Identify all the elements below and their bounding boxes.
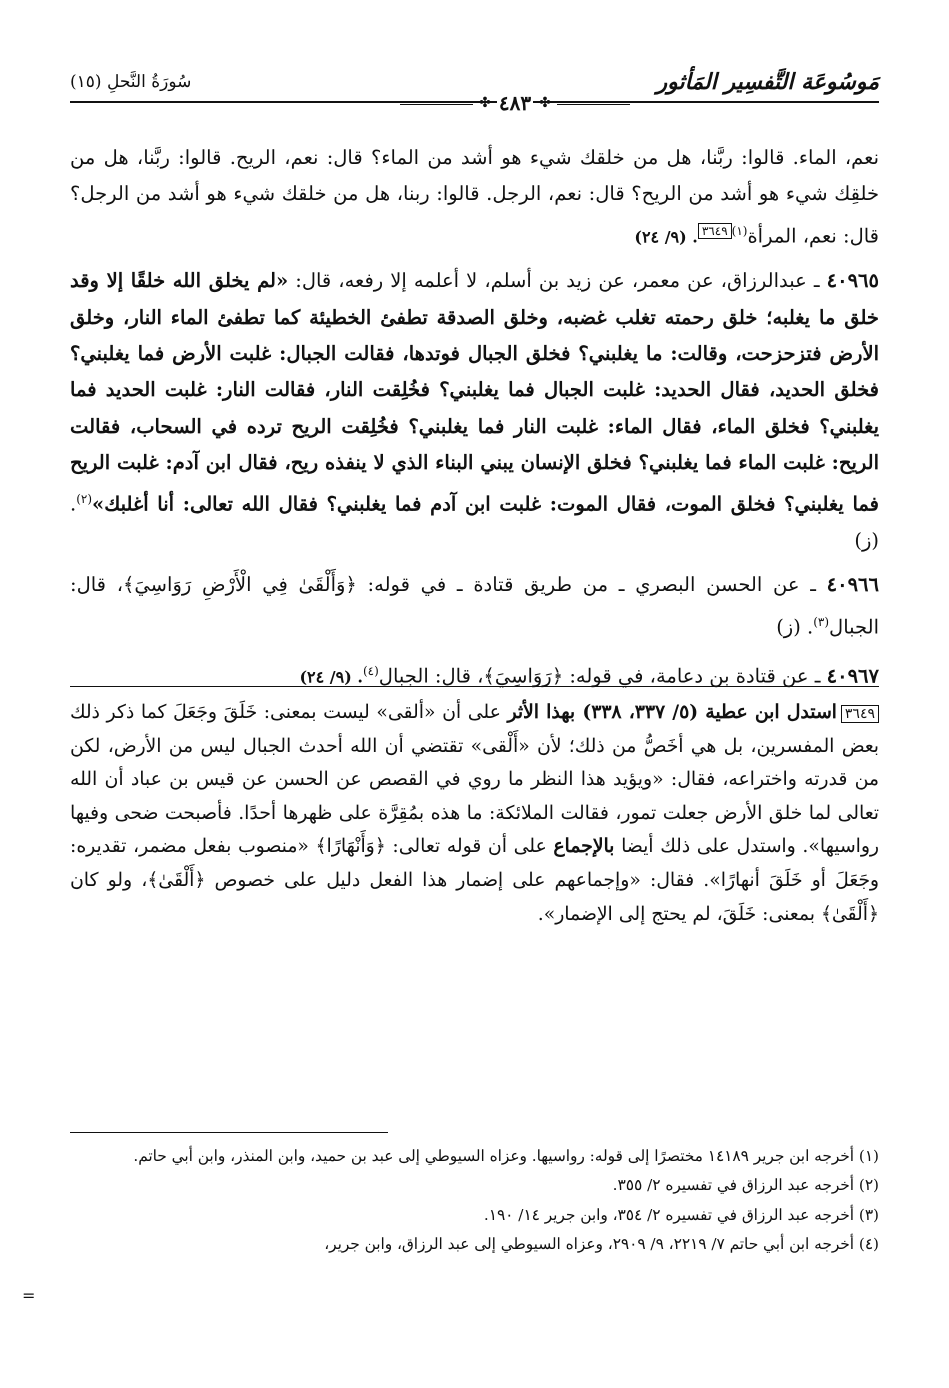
note-paragraph bbox=[70, 696, 879, 931]
note-ref-box[interactable]: ٣٦٤٩ bbox=[698, 223, 732, 239]
footnote-ref[interactable]: (٣) bbox=[813, 614, 830, 629]
page-number: ٤٨٣ bbox=[498, 91, 532, 115]
hadith-end: . (ز) bbox=[776, 615, 814, 639]
volume-ref: . (٩/ ٢٤) bbox=[299, 667, 363, 687]
commentary-note bbox=[70, 696, 879, 931]
note-text: على أن «ألقى» ليست بمعنى: خَلَقَ وجَعَلَ كما ذكر ذلك بعض المفسرين، بل هي أخَصُّ من ذلك؛ لأن «أَلْقى» تقتضي أن الله أحدث الجبال ليس من الأرض، لكن من قدرته واختراعه، فقال: «ويؤيد هذا النظر ما روي في القصص عن الحسن عن قيس بن عباد أن الله تعالى لما خلق الأرض جعلت تمور، فقالت الملائكة: ما هذه بمُقِرَّة على ظهرها أحدًا. فأصبحت ضحى وفيها رواسيها». واستدل على ذلك أيضا bbox=[70, 702, 879, 858]
ornament-line bbox=[400, 102, 473, 105]
note-lead: استدل ابن عطية (٥/ ٣٣٧، ٣٣٨) بهذا الأثر bbox=[507, 701, 837, 723]
footnote-ref[interactable]: (٢) bbox=[76, 492, 93, 507]
hadith-number: ٤٠٩٦٥ bbox=[826, 269, 879, 293]
hadith-number: ٤٠٩٦٦ bbox=[826, 573, 879, 597]
hadith-entry bbox=[70, 653, 879, 696]
paragraph-text: نعم، الماء. قالوا: ربَّنا، هل من خلقك شيء هو أشد من الماء؟ قال: نعم، الريح. قالوا: ربَّنا، هل من خلقِك شيء هو أشد من الريح؟ قال: نعم، الرجل. قالوا: ربنا، هل من خلقك شيء هو أشد من الرجل؟ قال: نعم، المرأة bbox=[70, 146, 879, 248]
footnote: (٤) أخرجه ابن أبي حاتم ٧/ ٢٢١٩، ٩/ ٢٩٠٩، وعزاه السيوطي إلى عبد الرزاق، وابن جرير، bbox=[324, 1234, 879, 1253]
note-text-2: على أن قوله تعالى: ﴿وَأَنْهَارًا﴾ «منصوب بفعل مضمر، تقديره: وجَعَلَ أو خَلَقَ أنهارًا». فقال: «وإجماعهم على إضمار هذا الفعل دليل على خصوص ﴿أَلْقَىٰ﴾، ولو كان ﴿أَلْقَىٰ﴾ بمعنى: خَلَقَ، لم يحتج إلى الإضمار». bbox=[70, 836, 879, 925]
footnote-ref[interactable]: (١) bbox=[731, 223, 748, 238]
footnote: (٢) أخرجه عبد الرزاق في تفسيره ٢/ ٣٥٥. bbox=[612, 1176, 879, 1195]
hadith-entry bbox=[70, 263, 879, 559]
hadith-text: «لم يخلق الله خلقًا إلا وقد خلق ما يغلبه؛ خلق رحمته تغلب غضبه، وخلق الصدقة تطفئ الخطيئة كما تطفئ الماء النار، وخلق الأرض فتزحزحت، وقالت: ما يغلبني؟ فخلق الجبال فوتدها، فقالت الجبال: غلبت الأرض فما يغلبني؟ فخلق الحديد، فقال الحديد: غلبت الجبال فما يغلبني؟ فخُلِقت النار، فقالت النار: غلبت الحديد فما يغلبني؟ فخلق الماء، فقال الماء: غلبت النار فما يغلبني؟ فخُلِقت الريح ترده في السحاب، فقالت الريح: غلبت الماء فما يغلبني؟ فخلق الإنسان يبني البناء الذي لا ينفذه ريح، فقال ابن آدم: غلبت الريح فما يغلبني؟ فخلق الموت، فقال الموت: غلبت ابن آدم فما يغلبني؟ فقال الله تعالى: أنا أغلبك» bbox=[70, 269, 879, 516]
continuation-mark: = bbox=[22, 1286, 36, 1305]
ornament-line bbox=[557, 102, 630, 105]
volume-ref: . (٩/ ٢٤) bbox=[634, 227, 698, 247]
ornament-icon: ✤ bbox=[539, 95, 551, 111]
hadith-end: . (ز) bbox=[70, 492, 879, 552]
note-number-box: ٣٦٤٩ bbox=[841, 705, 879, 723]
footnote-ref[interactable]: (٤) bbox=[362, 664, 379, 679]
footnotes bbox=[70, 1142, 879, 1259]
hadith-text: ـ عن الحسن البصري ـ من طريق قتادة ـ في قوله: ﴿وَأَلْقَىٰ فِي الْأَرْضِ رَوَاسِيَ﴾، قال: الجبال bbox=[70, 573, 879, 639]
footnote-separator bbox=[70, 1132, 388, 1133]
footnote: (٣) أخرجه عبد الرزاق في تفسيره ٢/ ٣٥٤، وابن جرير ١٤/ ١٩٠. bbox=[483, 1205, 879, 1224]
hadith-intro: ـ عبدالرزاق، عن معمر، عن زيد بن أسلم، لا أعلمه إلا رفعه، قال: bbox=[288, 269, 827, 293]
paragraph bbox=[70, 140, 879, 255]
book-title: مَوسُوعَة التَّفسِير المَأثور bbox=[656, 69, 879, 95]
ornament-icon: ✤ bbox=[479, 95, 491, 111]
hadith-text: ـ عن قتادة بن دعامة، في قوله: ﴿رَوَاسِيَ﴾، قال: الجبال bbox=[378, 664, 827, 688]
hadith-number: ٤٠٩٦٧ bbox=[826, 664, 879, 688]
main-text bbox=[70, 140, 879, 704]
note-separator bbox=[70, 686, 879, 687]
footnote: (١) أخرجه ابن جرير ١٤١٨٩ مختصرًا إلى قوله: رواسيها. وعزاه السيوطي إلى عبد بن حميد، وابن المنذر، وابن أبي حاتم. bbox=[133, 1147, 879, 1165]
surah-title: سُورَةُ النَّحلِ (١٥) bbox=[70, 72, 192, 92]
page-number-ornament bbox=[400, 92, 630, 114]
note-bold: بالإجماع bbox=[553, 835, 615, 858]
hadith-entry bbox=[70, 567, 879, 645]
